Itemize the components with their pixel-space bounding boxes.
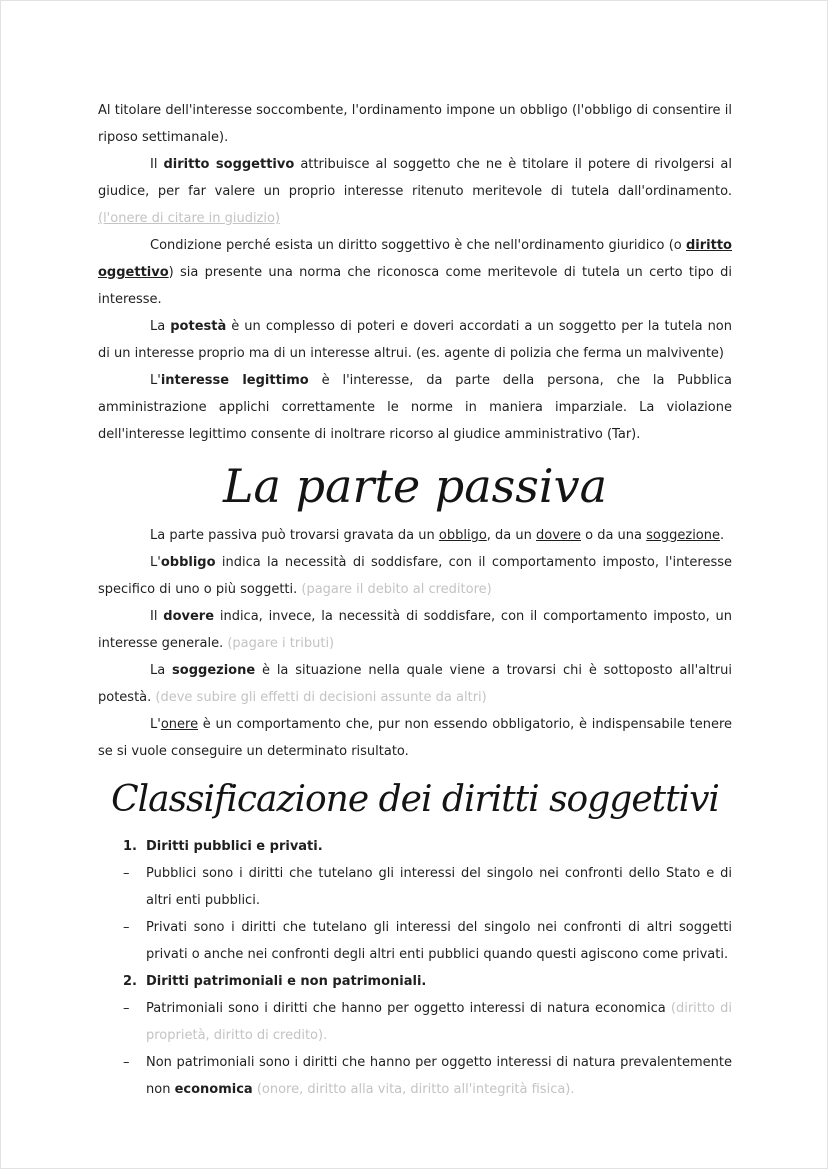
term-dovere: dovere: [163, 609, 215, 624]
term-soggezione-link: soggezione: [646, 528, 720, 543]
paragraph-obbligo-intro: [98, 97, 732, 151]
annotation-subire-effetti: (deve subire gli effetti di decisioni assunte da altri): [155, 690, 487, 705]
list-number-1: 1.: [123, 839, 137, 854]
paragraph-parte-passiva-intro: [98, 522, 732, 549]
list-number-2: 2.: [123, 974, 137, 989]
heading-classificazione-diritti: Classificazione dei diritti soggettivi: [111, 779, 719, 820]
text-run: Patrimoniali sono i diritti che hanno per oggetto interessi di natura economica: [146, 1001, 671, 1016]
annotation-onore-vita: (onore, diritto alla vita, diritto all'integrità fisica).: [256, 1082, 575, 1097]
list-item-pubblici: [98, 860, 732, 914]
text-run: .: [720, 528, 725, 543]
term-diritto-soggettivo: diritto soggettivo: [163, 157, 295, 172]
annotation-diritto-proprieta: (diritto di proprietà, diritto di credito).: [146, 1001, 732, 1043]
term-onere: onere: [160, 717, 199, 732]
list-item-2-title: [98, 968, 732, 995]
dash-marker: –: [123, 1001, 130, 1016]
text-run: attribuisce al soggetto che ne è titolare il potere di rivolgersi al giudice, per far valere un proprio interesse ritenuto meritevole di tutela dall'ordinamento.: [98, 157, 733, 199]
dash-marker: –: [123, 1055, 130, 1070]
annotation-pagare-debito: (pagare il debito al creditore): [301, 582, 492, 597]
paragraph-dovere: [98, 603, 732, 657]
heading-la-parte-passiva: La parte passiva: [223, 459, 607, 513]
classification-list: [98, 833, 732, 1103]
term-soggezione: soggezione: [172, 663, 256, 678]
text-run: indica, invece, la necessità di soddisfare, con il comportamento imposto, un interesse generale.: [98, 609, 732, 651]
text-run: ) sia presente una norma che riconosca come meritevole di tutela un certo tipo di interesse.: [98, 265, 732, 307]
text-run: è l'interesse, da parte della persona, che la Pubblica amministrazione applichi correttamente le norme in maniera imparziale. La violazione dell'interesse legittimo consente di inoltrare ricorso al giudice amministrativo (Tar).: [98, 373, 733, 442]
list-item-privati: [98, 914, 732, 968]
list-item-1-title: [98, 833, 732, 860]
text-run: Privati sono i diritti che tutelano gli interessi del singolo nei confronti di altri soggetti privati o anche nei confronti degli altri enti pubblici quando questi agiscono come privati.: [146, 920, 732, 962]
text-run: , da un: [486, 528, 537, 543]
text-run: è un comportamento che, pur non essendo obbligatorio, è indispensabile tenere se si vuole conseguire un determinato risultato.: [98, 717, 732, 759]
annotation-pagare-tributi: (pagare i tributi): [227, 636, 335, 651]
text-run: indica la necessità di soddisfare, con il comportamento imposto, l'interesse specifico di uno o più soggetti.: [98, 555, 732, 597]
text-run: L': [150, 373, 161, 388]
paragraph-diritto-oggettivo: [98, 232, 732, 313]
paragraph-soggezione: [98, 657, 732, 711]
dash-marker: –: [123, 920, 130, 935]
paragraph-diritto-soggettivo: [98, 151, 732, 232]
list-title-pubblici-privati: Diritti pubblici e privati.: [146, 839, 323, 854]
paragraph-potesta: [98, 313, 732, 367]
text-run: Il: [150, 609, 164, 624]
text-run: La: [150, 663, 173, 678]
term-obbligo: obbligo: [160, 555, 216, 570]
term-obbligo-link: obbligo: [438, 528, 487, 543]
text-run: Pubblici sono i diritti che tutelano gli interessi del singolo nei confronti dello Stato e di altri enti pubblici.: [146, 866, 732, 908]
list-item-patrimoniali: [98, 995, 732, 1049]
term-dovere-link: dovere: [536, 528, 581, 543]
paragraph-obbligo: [98, 549, 732, 603]
text-run: è la situazione nella quale viene a trovarsi chi è sottoposto all'altrui potestà.: [98, 663, 733, 705]
text-run: è un complesso di poteri e doveri accordati a un soggetto per la tutela non di un interesse proprio ma di un interesse altrui. (es. agente di polizia che ferma un malvivente): [98, 319, 732, 361]
term-potesta: potestà: [170, 319, 227, 334]
term-economica: economica: [174, 1082, 253, 1097]
dash-marker: –: [123, 866, 130, 881]
text-run: Il: [150, 157, 164, 172]
text-run: L': [150, 555, 161, 570]
paragraph-interesse-legittimo: [98, 367, 732, 448]
annotation-onere-citare: (l'onere di citare in giudizio): [98, 211, 281, 226]
page-content: [98, 97, 732, 1103]
text-run: o da una: [580, 528, 647, 543]
list-item-non-patrimoniali: [98, 1049, 732, 1103]
text-run: Condizione perché esista un diritto soggettivo è che nell'ordinamento giuridico (o: [150, 238, 686, 253]
text-run: La: [150, 319, 171, 334]
list-title-patrimoniali: Diritti patrimoniali e non patrimoniali.: [146, 974, 427, 989]
text-run: Non patrimoniali sono i diritti che hanno per oggetto interessi di natura prevalentemente non: [146, 1055, 732, 1097]
term-diritto-oggettivo: diritto oggettivo: [98, 238, 732, 280]
term-interesse-legittimo: interesse legittimo: [160, 373, 309, 388]
text-run: Al titolare dell'interesse soccombente, l'ordinamento impone un obbligo (l'obbligo di consentire il riposo settimanale).: [98, 103, 732, 145]
paragraph-onere: [98, 711, 732, 765]
text-run: La parte passiva può trovarsi gravata da un: [150, 528, 439, 543]
text-run: L': [150, 717, 161, 732]
